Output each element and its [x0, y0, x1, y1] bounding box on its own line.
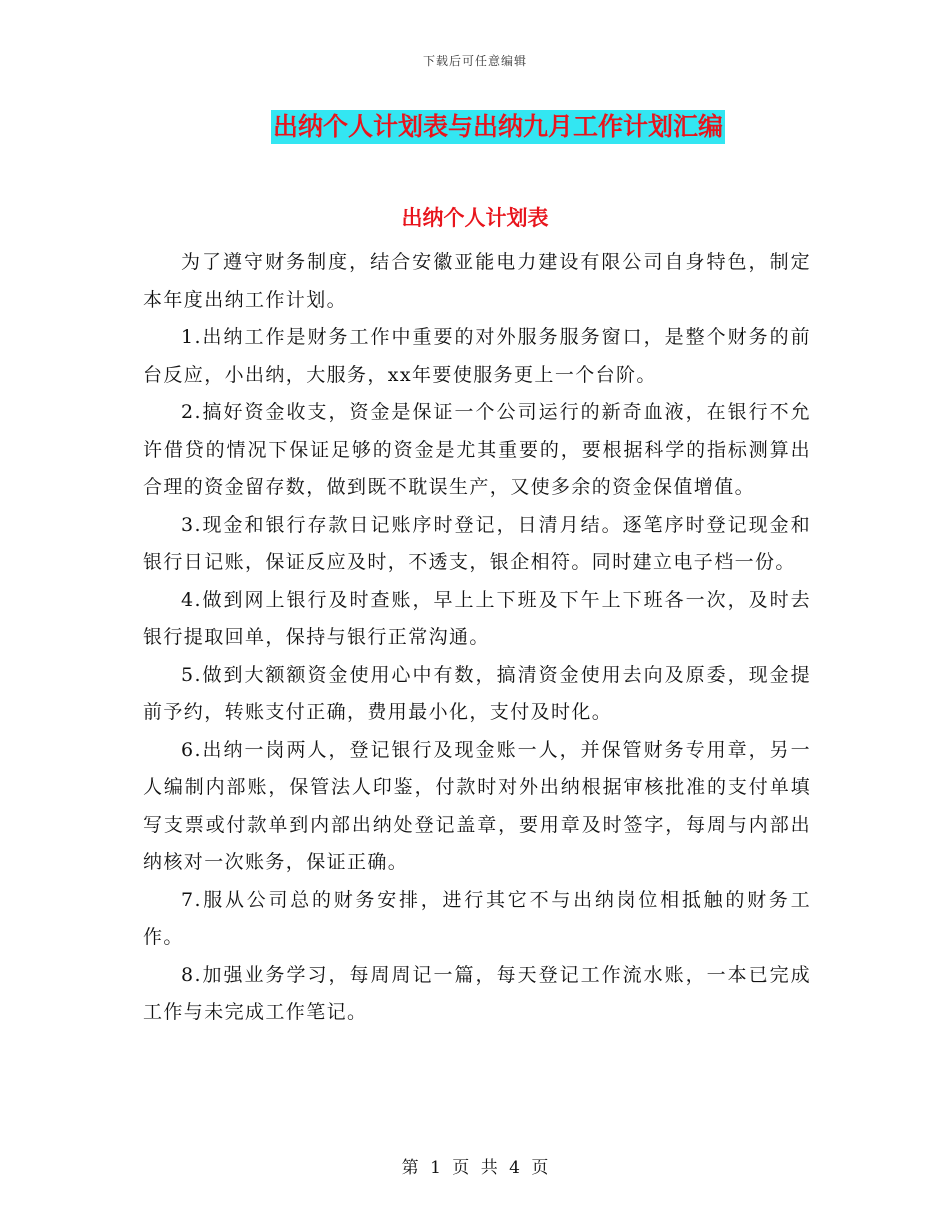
- paragraph-item-6: 6.出纳一岗两人，登记银行及现金账一人，并保管财务专用章，另一人编制内部账，保管法人印鉴，付款时对外出纳根据审核批准的支付单填写支票或付款单到内部出纳处登记盖章，要用章及时签字，每周与内部出纳核对一次账务，保证正确。: [143, 738, 811, 873]
- paragraph-item-5: 5.做到大额额资金使用心中有数，搞清资金使用去向及原委，现金提前予约，转账支付正确，费用最小化，支付及时化。: [143, 663, 811, 723]
- paragraph-item-3: 3.现金和银行存款日记账序时登记，日清月结。逐笔序时登记现金和银行日记账，保证反应及时，不透支，银企相符。同时建立电子档一份。: [143, 513, 811, 573]
- paragraph-intro: 为了遵守财务制度，结合安徽亚能电力建设有限公司自身特色，制定本年度出纳工作计划。: [143, 251, 811, 311]
- paragraph-item-8: 8.加强业务学习，每周周记一篇，每天登记工作流水账，一本已完成工作与未完成工作笔记。: [143, 963, 811, 1023]
- page-footer: 第 1 页 共 4 页: [401, 1158, 549, 1178]
- paragraph-item-2: 2.搞好资金收支，资金是保证一个公司运行的新奇血液，在银行不允许借贷的情况下保证足够的资金是尤其重要的，要根据科学的指标测算出合理的资金留存数，做到既不耽误生产，又使多余的资金保值增值。: [143, 401, 811, 498]
- paragraph-item-1: 1.出纳工作是财务工作中重要的对外服务服务窗口，是整个财务的前台反应，小出纳，大服务，xx年要使服务更上一个台阶。: [143, 326, 811, 386]
- paragraph-item-4: 4.做到网上银行及时查账，早上上下班及下午上下班各一次，及时去银行提取回单，保持与银行正常沟通。: [143, 588, 811, 648]
- document-title: 出纳个人计划表与出纳九月工作计划汇编: [271, 110, 725, 144]
- document-title-wrap: [0, 110, 950, 144]
- document-body: [143, 244, 811, 1032]
- page-header-note: 下载后可任意编辑: [422, 54, 527, 68]
- section-title: 出纳个人计划表: [401, 206, 549, 230]
- paragraph-item-7: 7.服从公司总的财务安排，进行其它不与出纳岗位相抵触的财务工作。: [143, 888, 811, 948]
